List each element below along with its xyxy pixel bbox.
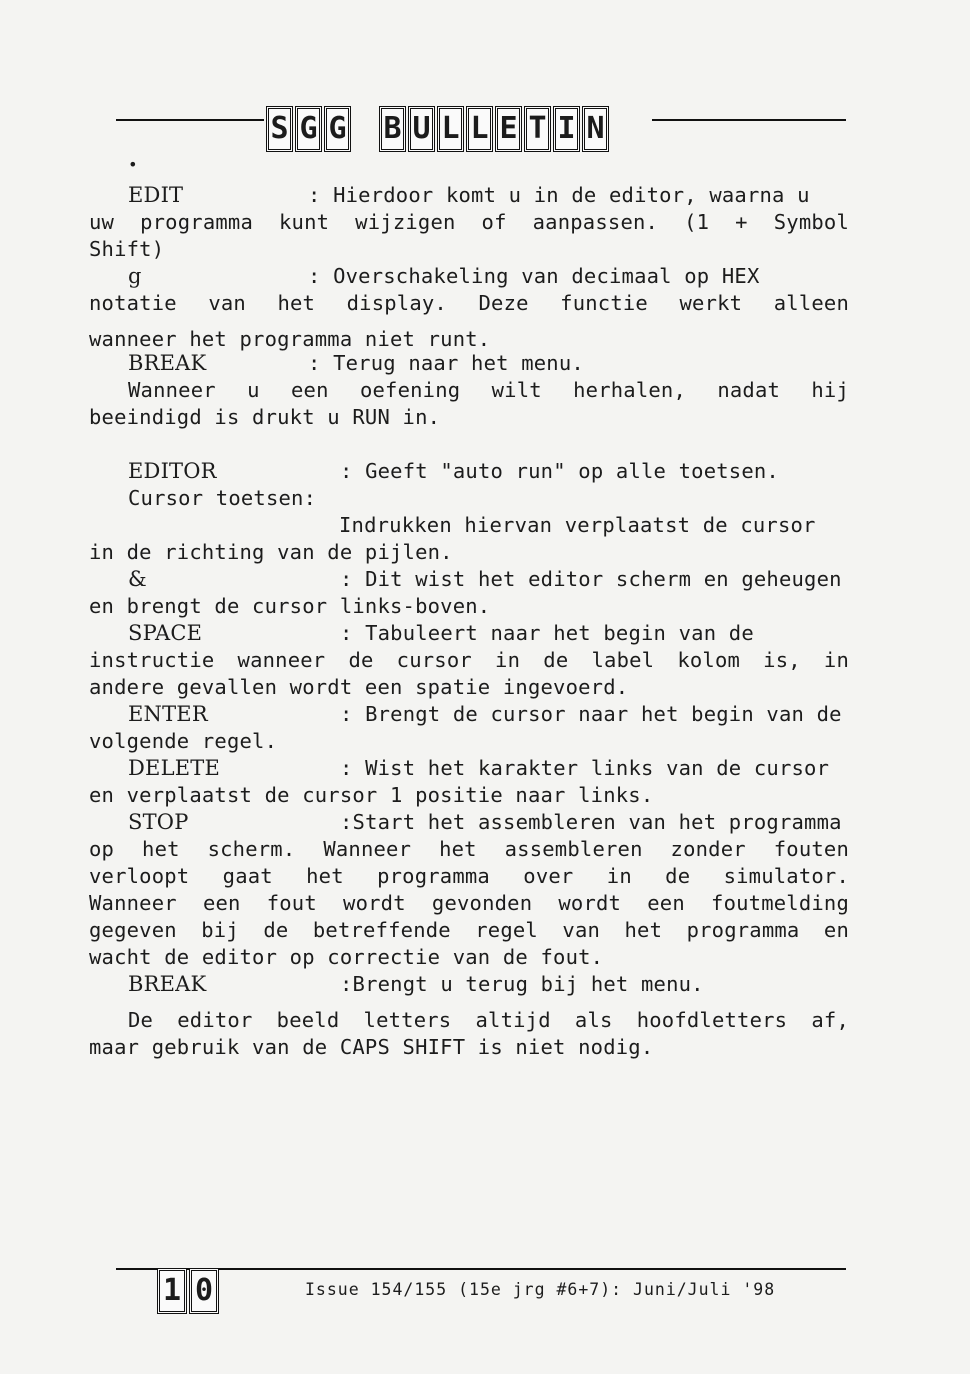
text-line: instructie wanneer de cursor in de label kolom is, in	[89, 648, 849, 672]
text-line: EDIT : Hierdoor komt u in de editor, waarna u	[128, 183, 810, 207]
text-line: Wanneer een fout wordt gevonden wordt een foutmelding	[89, 891, 849, 915]
keyword-g: g	[128, 264, 142, 288]
text-line: beeindigd is drukt u RUN in.	[89, 405, 441, 429]
logo-word-sgg	[266, 106, 351, 152]
header-rule-right	[652, 119, 846, 121]
text-line: wacht de editor op correctie van de fout.	[89, 945, 604, 969]
keyword-ampersand: &	[128, 567, 147, 591]
page-number-digit: 0	[189, 1268, 219, 1314]
logo-letter: G	[295, 106, 322, 152]
text-line: De editor beeld letters altijd als hoofdletters af,	[128, 1008, 849, 1032]
logo-letter: I	[553, 106, 580, 152]
text-line: uw programma kunt wijzigen of aanpassen. (1 + Symbol	[89, 210, 849, 234]
text-line: STOP :Start het assembleren van het programma	[128, 810, 842, 834]
footer-rule	[116, 1268, 846, 1270]
text-line: verloopt gaat het programma over in de simulator.	[89, 864, 849, 888]
keyword-enter: ENTER	[128, 702, 208, 726]
text-line: op het scherm. Wanneer het assembleren zonder fouten	[89, 837, 849, 861]
logo-letter: T	[524, 106, 551, 152]
text-line: BREAK :Brengt u terug bij het menu.	[128, 972, 704, 996]
issue-footer: Issue 154/155 (15e jrg #6+7): Juni/Juli '98	[305, 1280, 776, 1299]
keyword-space: SPACE	[128, 621, 203, 645]
keyword-break: BREAK	[128, 972, 207, 996]
text-line: in de richting van de pijlen.	[89, 540, 453, 564]
text-line: Indrukken hiervan verplaatst de cursor	[339, 513, 816, 537]
sgg-bulletin-logo	[266, 106, 609, 152]
text-line: SPACE : Tabuleert naar het begin van de	[128, 621, 754, 645]
text-line: BREAK : Terug naar het menu.	[128, 351, 584, 375]
text-line: volgende regel.	[89, 729, 278, 753]
logo-letter: B	[379, 106, 406, 152]
logo-letter: L	[437, 106, 464, 152]
logo-letter: L	[466, 106, 493, 152]
keyword-stop: STOP	[128, 810, 189, 834]
article-body	[89, 182, 849, 1061]
text-line: en brengt de cursor links-boven.	[89, 594, 491, 618]
text-line: wanneer het programma niet runt.	[89, 327, 491, 351]
text-line: Cursor toetsen:	[128, 486, 317, 510]
text-line: ENTER : Brengt de cursor naar het begin van de	[128, 702, 842, 726]
keyword-edit: EDIT	[128, 183, 184, 207]
logo-word-bulletin	[379, 106, 609, 152]
logo-letter: U	[408, 106, 435, 152]
keyword-break: BREAK	[128, 351, 207, 375]
text-line: andere gevallen wordt een spatie ingevoerd.	[89, 675, 629, 699]
text-line: notatie van het display. Deze functie werkt alleen	[89, 291, 849, 315]
logo-letter: E	[495, 106, 522, 152]
text-line: gegeven bij de betreffende regel van het programma en	[89, 918, 849, 942]
text-line: & : Dit wist het editor scherm en geheugen	[128, 567, 842, 591]
keyword-delete: DELETE	[128, 756, 220, 780]
keyword-editor: EDITOR	[128, 459, 217, 483]
text-line: DELETE : Wist het karakter links van de cursor	[128, 756, 830, 780]
logo-letter: S	[266, 106, 293, 152]
text-line: Wanneer u een oefening wilt herhalen, nadat hij	[128, 378, 849, 402]
text-line: Shift)	[89, 237, 165, 261]
header-rule-left	[116, 119, 264, 121]
text-line: EDITOR : Geeft "auto run" op alle toetsen.	[128, 459, 779, 483]
text-line: g : Overschakeling van decimaal op HEX	[128, 264, 760, 288]
text-line: en verplaatst de cursor 1 positie naar links.	[89, 783, 654, 807]
page-number	[157, 1268, 219, 1314]
logo-letter: N	[582, 106, 609, 152]
text-line: maar gebruik van de CAPS SHIFT is niet nodig.	[89, 1035, 654, 1059]
logo-letter: G	[324, 106, 351, 152]
bullet-mark: •	[128, 155, 138, 174]
page-number-digit: 1	[157, 1268, 187, 1314]
